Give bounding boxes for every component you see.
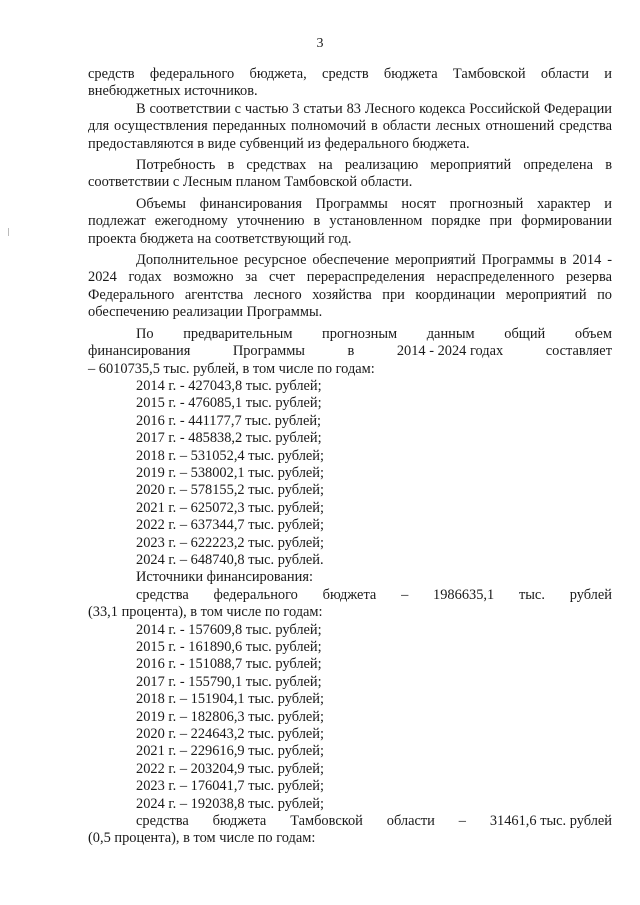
word: бюджета <box>212 813 267 830</box>
word: общий <box>504 325 546 342</box>
page-number: 3 <box>316 36 324 51</box>
word: данным <box>426 325 475 342</box>
total-year-item: 2022 г. – 637344,7 тыс. рублей; <box>136 517 324 534</box>
federal-year-item: 2020 г. – 224643,2 тыс. рублей; <box>136 726 324 743</box>
total-funding-by-year-list <box>88 378 612 569</box>
total-year-item: 2020 г. – 578155,2 тыс. рублей; <box>136 482 324 499</box>
word: 1986635,1 <box>433 586 495 603</box>
total-year-item: 2018 г. – 531052,4 тыс. рублей; <box>136 447 324 464</box>
federal-year-item: 2021 г. – 229616,9 тыс. рублей; <box>136 743 324 760</box>
total-year-item: 2023 г. – 622223,2 тыс. рублей; <box>136 534 324 551</box>
total-year-item: 2021 г. – 625072,3 тыс. рублей; <box>136 499 324 516</box>
document-body <box>88 66 612 848</box>
word: федерального <box>213 586 298 603</box>
word: 2014 - 2024 годах <box>396 343 504 360</box>
word: объем <box>574 325 612 342</box>
word: в <box>347 343 355 360</box>
word: области <box>386 813 435 830</box>
total-funding-line-1 <box>88 326 612 343</box>
paragraph-forecast-volumes: Объемы финансирования Программы носят прогнозный характер и подлежат ежегодному уточнению в установленном порядке при формировании проекта бюджета на соответствующий год. <box>88 195 612 247</box>
total-year-item: 2024 г. – 648740,8 тыс. рублей. <box>136 551 324 568</box>
word: предварительным <box>183 325 293 342</box>
word: По <box>136 325 154 342</box>
sources-heading: Источники финансирования: <box>136 569 313 586</box>
total-year-item: 2014 г. - 427043,8 тыс. рублей; <box>136 377 322 394</box>
paragraph-forest-code: В соответствии с частью 3 статьи 83 Лесного кодекса Российской Федерации для осуществления переданных полномочий в области лесных отношений средства предоставляются в виде субвенций из федерального бюджета. <box>88 100 612 152</box>
federal-year-item: 2018 г. – 151904,1 тыс. рублей; <box>136 691 324 708</box>
scan-mark <box>8 228 9 236</box>
federal-year-item: 2022 г. – 203204,9 тыс. рублей; <box>136 760 324 777</box>
word: – <box>458 813 466 830</box>
federal-year-item: 2015 г. - 161890,6 тыс. рублей; <box>136 639 322 655</box>
total-year-item: 2019 г. – 538002,1 тыс. рублей; <box>136 464 324 481</box>
word: тыс. <box>518 586 545 603</box>
paragraph-federal-funding <box>88 587 612 622</box>
federal-funding-by-year-list <box>88 622 612 813</box>
paragraph-additional-resources: Дополнительное ресурсное обеспечение мероприятий Программы в 2014 - 2024 годах возможно за счет перераспределения нераспределенного резерва Федерального агентства лесного хозяйства при координации мероприятий по обеспечению реализации Программы. <box>88 252 612 321</box>
word: бюджета <box>322 586 377 603</box>
regional-funding-line-2: (0,5 процента), в том числе по годам: <box>88 830 316 847</box>
word: финансирования <box>88 343 191 360</box>
paragraph-forest-plan: Потребность в средствах на реализацию мероприятий определена в соответствии с Лесным планом Тамбовской области. <box>88 157 612 191</box>
federal-year-item: 2023 г. – 176041,7 тыс. рублей; <box>136 778 324 795</box>
word: средства <box>136 813 189 830</box>
word: Тамбовской <box>290 813 363 830</box>
total-year-item: 2017 г. - 485838,2 тыс. рублей; <box>136 430 322 447</box>
federal-year-item: 2014 г. - 157609,8 тыс. рублей; <box>136 621 322 638</box>
federal-funding-line-1 <box>88 587 612 604</box>
federal-year-item: 2024 г. – 192038,8 тыс. рублей; <box>136 795 324 812</box>
paragraph-total-funding <box>88 326 612 378</box>
paragraph-funding-sources-intro: средств федерального бюджета, средств бюджета Тамбовской области и внебюджетных источников. <box>88 66 612 100</box>
word: 31461,6 тыс. рублей <box>489 813 612 830</box>
federal-funding-line-2: (33,1 процента), в том числе по годам: <box>88 604 323 621</box>
federal-year-item: 2019 г. – 182806,3 тыс. рублей; <box>136 708 324 725</box>
word: составляет <box>545 343 612 360</box>
federal-year-item: 2017 г. - 155790,1 тыс. рублей; <box>136 673 322 690</box>
regional-funding-line-1 <box>88 813 612 830</box>
federal-year-item: 2016 г. - 151088,7 тыс. рублей; <box>136 656 322 673</box>
paragraph-regional-funding <box>88 813 612 848</box>
word: рублей <box>569 586 612 603</box>
word: прогнозным <box>322 325 398 342</box>
word: – <box>401 586 409 603</box>
total-funding-line-2 <box>88 343 612 360</box>
total-year-item: 2016 г. - 441177,7 тыс. рублей; <box>136 412 322 429</box>
word: средства <box>136 586 189 603</box>
total-year-item: 2015 г. - 476085,1 тыс. рублей; <box>136 395 322 412</box>
word: Программы <box>232 343 305 360</box>
total-funding-line-3: – 6010735,5 тыс. рублей, в том числе по годам: <box>88 360 375 377</box>
